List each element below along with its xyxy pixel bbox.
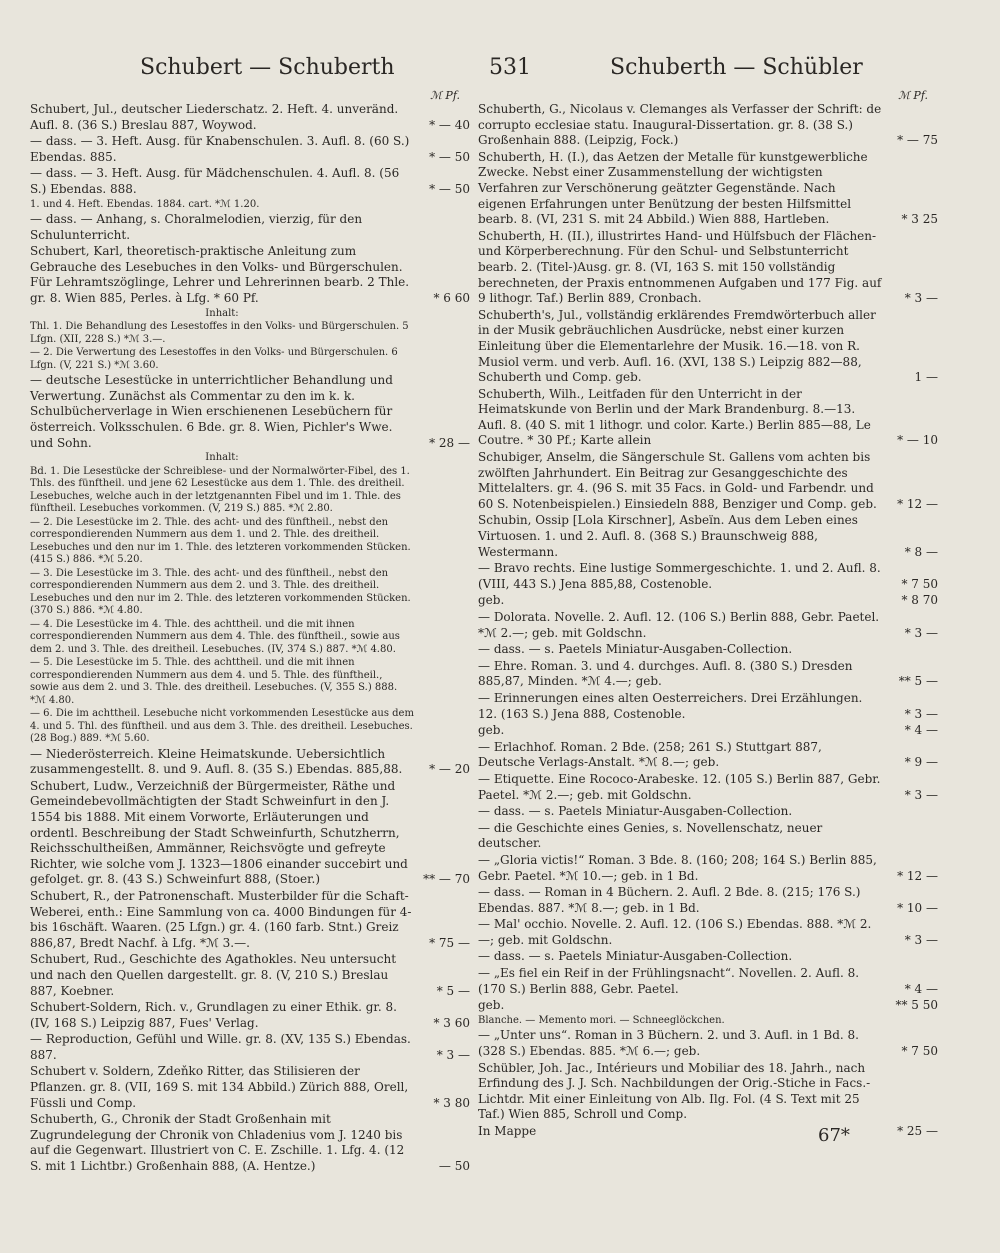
entry-price: * 7 50 bbox=[901, 1043, 938, 1058]
right-entries bbox=[478, 102, 938, 1140]
catalog-entry bbox=[30, 889, 470, 951]
entry-price: * — 50 bbox=[429, 181, 470, 196]
entry-price: * 4 — bbox=[904, 981, 938, 996]
catalog-entry bbox=[478, 804, 938, 820]
entry-price: * 3 — bbox=[904, 625, 938, 640]
entry-text: — deutsche Lesestücke in unterrichtlicher Behandlung und Verwertung. Zunächst als Commentar zu den im k. k. Schulbücherverlage in Wien erschienenen Lesebüchern für österreich. Volksschulen. 6 Bde. gr. 8. Wien, Pichler's Wwe. und Sohn. bbox=[30, 373, 393, 450]
catalog-entry bbox=[478, 450, 938, 512]
entry-price: * 12 — bbox=[897, 868, 938, 883]
entry-price: * 3 80 bbox=[433, 1095, 470, 1110]
catalog-entry bbox=[478, 1124, 938, 1140]
entry-text: Schubert v. Soldern, Zdeňko Ritter, das Stilisieren der Pflanzen. gr. 8. (VII, 169 S. mit 134 Abbild.) Zürich 888, Orell, Füssli und Comp. bbox=[30, 1064, 409, 1110]
left-entries bbox=[30, 102, 470, 1175]
catalog-entry bbox=[478, 1015, 938, 1028]
catalog-entry bbox=[30, 308, 470, 321]
catalog-entry bbox=[30, 747, 470, 778]
entry-price: * 8 — bbox=[904, 544, 938, 559]
entry-text: — 6. Die im achttheil. Lesebuche nicht vorkommenden Lesestücke aus dem 4. und 5. Thl. des fünftheil. und aus dem 3. Thle. des dreitheil. Lesebuches. (28 Bog.) 889. *ℳ 5.60. bbox=[30, 708, 414, 745]
entry-text: Schuberth's, Jul., vollständig erklärendes Fremdwörterbuch aller in der Musik gebräuchlichen Ausdrücke, nebst einer kurzen Einleitung über die Elementarlehre der Musik. 16.—18. von R. Musiol verm. und verb. Aufl. 16. (XVI, 138 S.) Leipzig 882—88, Schuberth und Comp. geb. bbox=[478, 307, 876, 385]
catalog-entry bbox=[30, 568, 470, 618]
entry-price: * 3 — bbox=[904, 932, 938, 947]
entry-price: — 50 bbox=[438, 1159, 470, 1174]
left-unit-header: ℳ Pf. bbox=[430, 89, 460, 102]
catalog-entry bbox=[478, 513, 938, 560]
entry-text: Schubert, Rud., Geschichte des Agathokles. Neu untersucht und nach den Quellen dargestellt. gr. 8. (V, 210 S.) Breslau 887, Koebner. bbox=[30, 952, 397, 998]
entry-price: * — 10 bbox=[897, 433, 938, 448]
catalog-entry bbox=[30, 1112, 470, 1174]
left-column bbox=[30, 88, 470, 1176]
entry-price: * 7 50 bbox=[901, 576, 938, 591]
entry-price: * 3 60 bbox=[433, 1015, 470, 1030]
entry-text: Inhalt: bbox=[205, 452, 239, 464]
entry-text: — dass. — s. Paetels Miniatur-Ausgaben-Collection. bbox=[478, 949, 793, 964]
entry-text: geb. bbox=[478, 593, 505, 608]
entry-price: * — 50 bbox=[429, 149, 470, 164]
catalog-entry bbox=[478, 659, 938, 690]
entry-text: — 5. Die Lesestücke im 5. Thle. des achttheil. und die mit ihnen correspondierenden Nummern aus dem 4. und 5. Thle. des fünftheil., sowie aus dem 2. und 3. Thle. des dreitheil. Lesebuches. (V, 355 S.) 888. *ℳ 4.80. bbox=[30, 657, 398, 706]
entry-text: — dass. — s. Paetels Miniatur-Ausgaben-Collection. bbox=[478, 804, 793, 819]
entry-price: * 3 — bbox=[904, 787, 938, 802]
catalog-entry bbox=[478, 308, 938, 386]
entry-price: * 75 — bbox=[429, 935, 470, 950]
entry-price: 1 — bbox=[914, 370, 938, 385]
entry-text: — Reproduction, Gefühl und Wille. gr. 8. (XV, 135 S.) Ebendas. 887. bbox=[30, 1032, 411, 1062]
entry-text: — Etiquette. Eine Rococo-Arabeske. 12. (105 S.) Berlin 887, Gebr. Paetel. *ℳ 2.—; geb. mit Goldschn. bbox=[478, 771, 881, 802]
entry-text: — „Gloria victis!“ Roman. 3 Bde. 8. (160; 208; 164 S.) Berlin 885, Gebr. Paetel. *ℳ 10.—; geb. in 1 Bd. bbox=[478, 852, 877, 883]
running-head-right: Schuberth — Schübler bbox=[610, 55, 863, 80]
catalog-entry bbox=[30, 1000, 470, 1031]
catalog-entry bbox=[30, 199, 470, 212]
entry-text: Schuberth, H. (I.), das Aetzen der Metalle für kunstgewerbliche Zwecke. Nebst einer Zusammenstellung der wichtigsten Verfahren zur Verschönerung geätzter Gegenstände. Nach eigenen Erfahrungen unter Benützung der besten Hilfsmittel bearb. 8. (VI, 231 S. mit 24 Abbild.) Wien 888, Hartleben. bbox=[478, 149, 868, 227]
entry-price: * 5 — bbox=[436, 983, 470, 998]
catalog-entry bbox=[30, 1032, 470, 1063]
catalog-entry bbox=[478, 593, 938, 609]
entry-price: * 9 — bbox=[904, 755, 938, 770]
entry-text: Blanche. — Memento mori. — Schneeglöckchen. bbox=[478, 1014, 725, 1026]
entry-price: * — 75 bbox=[897, 133, 938, 148]
entry-text: In Mappe bbox=[478, 1123, 537, 1138]
catalog-entry bbox=[30, 466, 470, 516]
catalog-entry bbox=[30, 619, 470, 657]
running-head-left: Schubert — Schuberth bbox=[140, 55, 395, 80]
entry-price: * 3 — bbox=[904, 706, 938, 721]
entry-price: * 28 — bbox=[429, 435, 470, 450]
catalog-entry bbox=[30, 373, 470, 451]
entry-price: ** — 70 bbox=[423, 872, 470, 887]
catalog-entry bbox=[478, 723, 938, 739]
right-column bbox=[478, 88, 938, 1141]
entry-text: — 4. Die Lesestücke im 4. Thle. des achttheil. und die mit ihnen correspondierenden Nummern aus dem 4. Thle. des fünftheil., sowie aus dem 2. und 3. Thle. des dreitheil. Lesebuches. (IV, 374 S.) 887. *ℳ 4.80. bbox=[30, 618, 400, 655]
page-number: 531 bbox=[489, 55, 531, 80]
catalog-entry bbox=[30, 657, 470, 707]
catalog-entry bbox=[478, 1028, 938, 1059]
entry-text: Schuberth, G., Nicolaus v. Clemanges als Verfasser der Schrift: de corrupto ecclesiae statu. Inaugural-Dissertation. gr. 8. (38 S.) Großenhain 888. (Leipzig, Fock.) bbox=[478, 102, 882, 148]
entry-text: — dass. — s. Paetels Miniatur-Ausgaben-Collection. bbox=[478, 642, 793, 657]
entry-text: — 2. Die Lesestücke im 2. Thle. des acht- und des fünftheil., nebst den correspondierenden Nummern aus dem 1. und 2. Thle. des dreitheil. Lesebuches und den nur im 1. Thle. des letzteren vorkommenden Stücken. (415 S.) 886. *ℳ 5.20. bbox=[30, 516, 411, 566]
entry-text: — Niederösterreich. Kleine Heimatskunde. Uebersichtlich zusammengestellt. 8. und 9. Aufl. 8. (35 S.) Ebendas. 885,88. bbox=[30, 746, 403, 777]
catalog-entry bbox=[30, 708, 470, 746]
entry-text: Schubert, R., der Patronenschaft. Musterbilder für die Schaft-Weberei, enth.: Eine Sammlung von ca. 4000 Bindungen für 4- bis 16schäft. Waaren. (25 Lfgn.) gr. 4. (160 farb. Stnt.) Greiz 886,87, Bredt Nachf. à Lfg. *ℳ 3.—. bbox=[30, 888, 412, 950]
entry-text: Schubert, Ludw., Verzeichniß der Bürgermeister, Räthe und Gemeindebevollmächtigten der Stadt Schweinfurt in den J. 1554 bis 1888. Mit einem Vorworte, Erläuterungen und ordentl. Beschreibung der Stadt Schweinfurth, Schutzherrn, Reichsschultheißen, Ammänner, Reichsvögte und gefreyte Richter, wie solche vom J. 1323—1806 einander succebirt und gefolget. gr. 8. (43 S.) Schweinfurt 888, (Stoer.) bbox=[30, 778, 408, 887]
catalog-entry bbox=[30, 212, 470, 243]
entry-text: — dass. — Roman in 4 Büchern. 2. Aufl. 2 Bde. 8. (215; 176 S.) Ebendas. 887. *ℳ 8.—; geb. in 1 Bd. bbox=[478, 885, 861, 915]
entry-text: — „Es fiel ein Reif in der Frühlingsnacht“. Novellen. 2. Aufl. 8. (170 S.) Berlin 888, Gebr. Paetel. bbox=[478, 966, 860, 996]
entry-text: Schubert, Jul., deutscher Liederschatz. 2. Heft. 4. unveränd. Aufl. 8. (36 S.) Breslau 887, Woywod. bbox=[30, 102, 399, 132]
catalog-entry bbox=[30, 517, 470, 567]
entry-text: — Erinnerungen eines alten Oesterreichers. Drei Erzählungen. 12. (163 S.) Jena 888, Costenoble. bbox=[478, 690, 863, 721]
catalog-entry bbox=[30, 134, 470, 165]
catalog-entry bbox=[478, 102, 938, 149]
entry-price: * 8 70 bbox=[901, 593, 938, 608]
catalog-entry bbox=[478, 821, 938, 852]
catalog-entry bbox=[478, 150, 938, 228]
entry-price: * 25 — bbox=[897, 1123, 938, 1138]
catalog-entry bbox=[30, 102, 470, 133]
entry-text: — Ehre. Roman. 3. und 4. durchges. Aufl. 8. (380 S.) Dresden 885,87, Minden. *ℳ 4.—; geb. bbox=[478, 658, 853, 689]
entry-text: — 2. Die Verwertung des Lesestoffes in den Volks- und Bürgerschulen. 6 Lfgn. (V, 221 S.) *ℳ 3.60. bbox=[30, 347, 398, 371]
entry-text: — Mal' occhio. Novelle. 2. Aufl. 12. (106 S.) Ebendas. 888. *ℳ 2.—; geb. mit Goldschn. bbox=[478, 917, 872, 947]
entry-text: 1. und 4. Heft. Ebendas. 1884. cart. *ℳ 1.20. bbox=[30, 198, 260, 210]
entry-price: * — 20 bbox=[429, 762, 470, 777]
entry-price: * — 40 bbox=[429, 117, 470, 132]
catalog-entry bbox=[30, 1064, 470, 1111]
entry-text: Schübler, Joh. Jac., Intérieurs und Mobiliar des 18. Jahrh., nach Erfindung des J. J. Sch. Nachbildungen der Orig.-Stiche in Facs.-Lichtdr. Mit einer Einleitung von Alb. Ilg. Fol. (4 S. Text mit 25 Taf.) Wien 885, Schroll und Comp. bbox=[478, 1060, 871, 1122]
catalog-entry bbox=[478, 853, 938, 884]
catalog-entry bbox=[478, 966, 938, 997]
entry-text: — „Unter uns“. Roman in 3 Büchern. 2. und 3. Aufl. in 1 Bd. 8. (328 S.) Ebendas. 885. *ℳ 6.—; geb. bbox=[478, 1028, 859, 1058]
entry-text: Bd. 1. Die Lesestücke der Schreiblese- und der Normalwörter-Fibel, des 1. Thls. des fünftheil. und jene 62 Lesestücke aus dem 1. Thle. des dreitheil. Lesebuches, welche auch in der letztgenannten Fibel und im 1. Thle. des fünftheil. Lesebuches vorkommen. (V, 219 S.) 885. *ℳ 2.80. bbox=[30, 465, 410, 515]
catalog-entry bbox=[478, 642, 938, 658]
entry-price: ** 5 50 bbox=[895, 998, 938, 1013]
entry-price: * 6 60 bbox=[433, 291, 470, 306]
catalog-entry bbox=[30, 166, 470, 197]
right-unit-header: ℳ Pf. bbox=[898, 89, 928, 102]
entry-text: geb. bbox=[478, 723, 505, 738]
entry-text: Schubert, Karl, theoretisch-praktische Anleitung zum Gebrauche des Lesebuches in den Volks- und Bürgerschulen. Für Lehramtszöglinge, Lehrer und Lehrerinnen bearb. 2 Thle. gr. 8. Wien 885, Perles. à Lfg. * 60 Pf. bbox=[30, 244, 410, 306]
entry-text: Inhalt: bbox=[205, 307, 239, 319]
catalog-entry bbox=[30, 452, 470, 465]
catalog-entry bbox=[30, 779, 470, 888]
entry-price: * 12 — bbox=[897, 496, 938, 511]
entry-text: Schuberth, H. (II.), illustrirtes Hand- und Hülfsbuch der Flächen- und Körperberechnung. Für den Schul- und Selbstunterricht bearb. 2. (Titel-)Ausg. gr. 8. (VI, 163 S. mit 150 vollständig berechneten, der Praxis entnommenen Aufgaben und 177 Fig. auf 9 lithogr. Taf.) Berlin 889, Cronbach. bbox=[478, 228, 882, 306]
catalog-entry bbox=[478, 610, 938, 641]
entry-text: geb. bbox=[478, 998, 505, 1013]
entry-text: Thl. 1. Die Behandlung des Lesestoffes in den Volks- und Bürgerschulen. 5 Lfgn. (XII, 228 S.) *ℳ 3.—. bbox=[30, 321, 409, 345]
entry-text: Schubiger, Anselm, die Sängerschule St. Gallens vom achten bis zwölften Jahrhundert. Ein Beitrag zur Gesanggeschichte des Mittelalters. gr. 4. (96 S. mit 35 Facs. in Gold- und Farbendr. und 60 S. Notenbeispielen.) Einsiedeln 888, Benziger und Comp. geb. bbox=[478, 450, 877, 511]
entry-price: * 4 — bbox=[904, 723, 938, 738]
entry-text: — dass. — 3. Heft. Ausg. für Knabenschulen. 3. Aufl. 8. (60 S.) Ebendas. 885. bbox=[30, 134, 410, 164]
entry-text: — die Geschichte eines Genies, s. Novellenschatz, neuer deutscher. bbox=[478, 820, 823, 851]
catalog-entry bbox=[30, 952, 470, 999]
entry-text: — Dolorata. Novelle. 2. Aufl. 12. (106 S.) Berlin 888, Gebr. Paetel. *ℳ 2.—; geb. mit Goldschn. bbox=[478, 610, 880, 640]
catalog-entry bbox=[478, 949, 938, 965]
entry-price: * 10 — bbox=[897, 900, 938, 915]
entry-text: Schuberth, G., Chronik der Stadt Großenhain mit Zugrundelegung der Chronik von Chladenius vom J. 1240 bis auf die Gegenwart. Illustriert von C. E. Zschille. 1. Lfg. 4. (12 S. mit 1 Lichtbr.) Großenhain 888, (A. Hentze.) bbox=[30, 1112, 405, 1174]
catalog-entry bbox=[478, 917, 938, 948]
entry-price: ** 5 — bbox=[898, 674, 938, 689]
entry-price: * 3 25 bbox=[901, 212, 938, 227]
catalog-entry bbox=[478, 998, 938, 1014]
entry-text: Schubert-Soldern, Rich. v., Grundlagen zu einer Ethik. gr. 8. (IV, 168 S.) Leipzig 887, Fues' Verlag. bbox=[30, 1000, 397, 1030]
entry-text: Schubin, Ossip [Lola Kirschner], Asbeïn. Aus dem Leben eines Virtuosen. 1. und 2. Aufl. 8. (368 S.) Braunschweig 888, Westermann. bbox=[478, 513, 858, 559]
entry-text: — Bravo rechts. Eine lustige Sommergeschichte. 1. und 2. Aufl. 8. (VIII, 443 S.) Jena 885,88, Costenoble. bbox=[478, 561, 881, 591]
entry-text: — dass. — Anhang, s. Choralmelodien, vierzig, für den Schulunterricht. bbox=[30, 212, 363, 242]
entry-text: Schuberth, Wilh., Leitfaden für den Unterricht in der Heimatskunde von Berlin und der Mark Brandenburg. 8.—13. Aufl. 8. (40 S. mit 1 lithogr. und color. Karte.) Berlin 885—88, Le Coutre. * 30 Pf.; Karte allein bbox=[478, 386, 871, 448]
catalog-entry bbox=[30, 244, 470, 306]
catalog-entry bbox=[478, 885, 938, 916]
catalog-entry bbox=[478, 229, 938, 307]
sheet-signature: 67* bbox=[818, 1125, 850, 1146]
catalog-entry bbox=[30, 347, 470, 372]
catalog-entry bbox=[478, 561, 938, 592]
entry-price: * 3 — bbox=[436, 1047, 470, 1062]
catalog-entry bbox=[478, 1061, 938, 1123]
entry-text: — Erlachhof. Roman. 2 Bde. (258; 261 S.) Stuttgart 887, Deutsche Verlags-Anstalt. *ℳ 8.—; geb. bbox=[478, 739, 822, 770]
catalog-entry bbox=[478, 740, 938, 771]
entry-text: — 3. Die Lesestücke im 3. Thle. des acht- und des fünftheil., nebst den correspondierenden Nummern aus dem 2. und 3. Thle. des dreitheil. Lesebuches und den nur im 2. Thle. des letzteren vorkommenden Stücken. (370 S.) 886. *ℳ 4.80. bbox=[30, 567, 411, 617]
catalog-entry bbox=[478, 691, 938, 722]
entry-price: * 3 — bbox=[904, 291, 938, 306]
catalog-entry bbox=[30, 321, 470, 346]
entry-text: — dass. — 3. Heft. Ausg. für Mädchenschulen. 4. Aufl. 8. (56 S.) Ebendas. 888. bbox=[30, 166, 400, 196]
catalog-entry bbox=[478, 387, 938, 449]
catalog-entry bbox=[478, 772, 938, 803]
